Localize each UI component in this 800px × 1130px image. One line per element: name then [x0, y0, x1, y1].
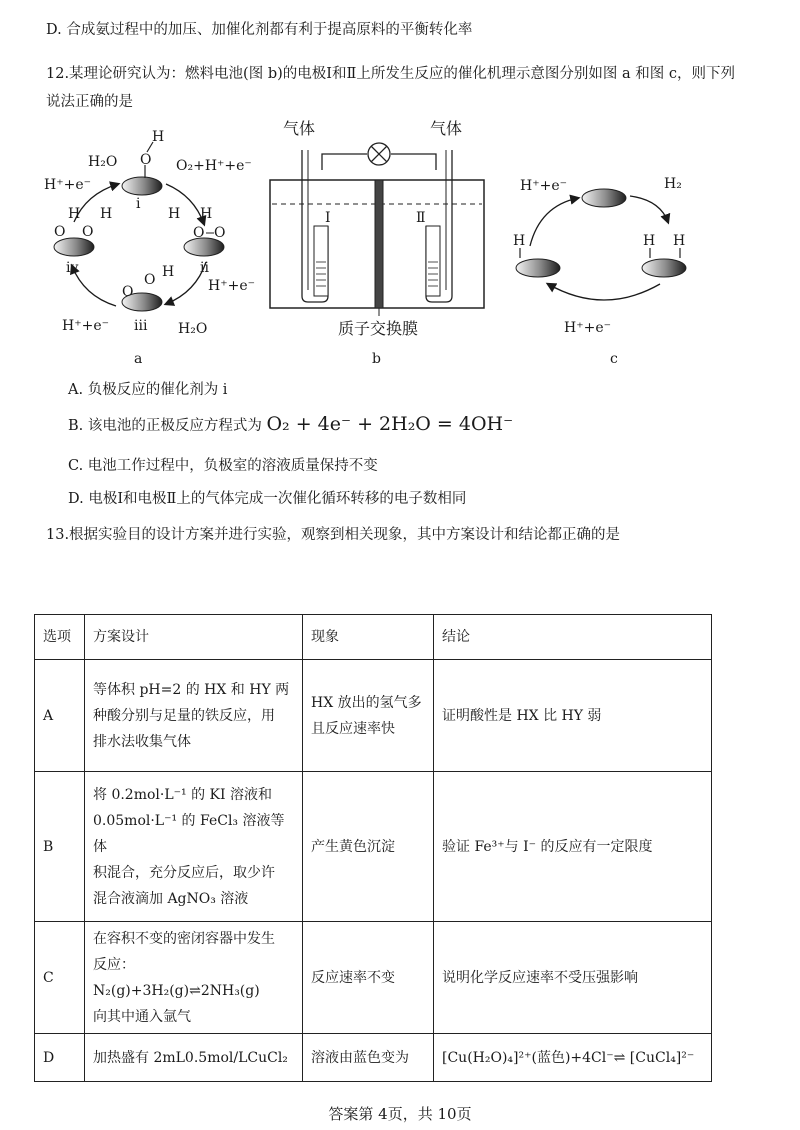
question-12-stem-line1: 12.某理论研究认为：燃料电池(图 b)的电极Ⅰ和Ⅱ上所发生反应的催化机理示意图分别如图 a 和图 c，则下列 [46, 66, 735, 82]
design-line: 在容积不变的密闭容器中发生 [93, 930, 275, 947]
question-12-option-c: C. 电池工作过程中，负极室的溶液质量保持不变 [68, 458, 378, 474]
atom-h: H [168, 206, 181, 222]
catalyst-iv-disk [54, 238, 94, 256]
atom-h: H [200, 206, 213, 222]
atom-o: O [140, 152, 152, 168]
h-e-left: H⁺+e⁻ [44, 177, 92, 193]
question-12-option-d: D. 电极Ⅰ和电极Ⅱ上的气体完成一次催化循环转移的电子数相同 [68, 491, 467, 507]
row-b-option: B [35, 772, 85, 922]
catalyst-top-disk [582, 189, 626, 207]
figure-c-caption: c [610, 351, 618, 367]
phenomenon-line: 反应速率不变 [311, 969, 395, 986]
header-design: 方案设计 [85, 615, 303, 660]
electrode-2-label: Ⅱ [416, 210, 426, 226]
phenomenon-line: HX 放出的氢气多 [311, 694, 422, 711]
label-iv: iv [66, 260, 79, 276]
label-iii: iii [134, 318, 148, 334]
atom-o: O [54, 224, 66, 240]
row-a-phenomenon [303, 660, 434, 772]
catalyst-i-disk [122, 177, 162, 195]
design-line: 将 0.2mol·L⁻¹ 的 KI 溶液和 [93, 786, 272, 803]
catalyst-right-disk [642, 259, 686, 277]
row-a-design [85, 660, 303, 772]
question-13-stem: 13.根据实验目的设计方案并进行实验，观察到相关现象，其中方案设计和结论都正确的是 [46, 527, 621, 543]
membrane-label: 质子交换膜 [338, 319, 419, 338]
electrode-1-label: Ⅰ [325, 210, 331, 226]
design-line: 等体积 pH=2 的 HX 和 HY 两 [93, 681, 290, 698]
atom-o: O [214, 225, 226, 241]
h2o-top: H₂O [88, 154, 118, 170]
row-d-conclusion: [Cu(H₂O)₄]²⁺(蓝色)+4Cl⁻⇌ [CuCl₄]²⁻ [434, 1034, 712, 1082]
table-header-row [35, 615, 712, 660]
figure-a-caption: a [134, 351, 143, 367]
question-12-figures [0, 0, 800, 380]
row-b-phenomenon [303, 772, 434, 922]
catalyst-left-disk [516, 259, 560, 277]
figure-a [44, 129, 255, 367]
question-12-stem-line2: 说法正确的是 [46, 94, 133, 110]
h2o-bottom: H₂O [178, 321, 208, 337]
atom-h: H [68, 206, 81, 222]
atom-h: H [643, 233, 656, 249]
row-a-conclusion: 证明酸性是 HX 比 HY 弱 [434, 660, 712, 772]
header-option: 选项 [35, 615, 85, 660]
o2-h-e: O₂+H⁺+e⁻ [176, 158, 252, 174]
page-footer: 答案第 4页，共 10页 [328, 1105, 472, 1123]
h2-label: H₂ [664, 176, 682, 192]
row-a-option: A [35, 660, 85, 772]
row-b-design [85, 772, 303, 922]
atom-o: O [82, 224, 94, 240]
gas-left-label: 气体 [283, 119, 316, 138]
row-c-conclusion: 说明化学反应速率不受压强影响 [434, 922, 712, 1034]
h-e-right: H⁺+e⁻ [208, 278, 256, 294]
atom-h: H [162, 264, 175, 280]
figure-c [513, 176, 686, 367]
row-d-design [85, 1034, 303, 1082]
h-e-bottom: H⁺+e⁻ [564, 320, 612, 336]
question-11-option-d: D. 合成氨过程中的加压、加催化剂都有利于提高原料的平衡转化率 [46, 22, 473, 38]
row-c-phenomenon [303, 922, 434, 1034]
design-line: 种酸分别与足量的铁反应，用 [93, 707, 275, 724]
design-line: 排水法收集气体 [93, 733, 191, 750]
design-line: 加热盛有 2mL0.5mol/LCuCl₂ [93, 1049, 288, 1066]
option-b-text: B. 该电池的正极反应方程式为 [68, 418, 262, 434]
design-line: 0.05mol·L⁻¹ 的 FeCl₃ 溶液等体 [93, 812, 285, 855]
table-row [35, 660, 712, 772]
atom-o: O [144, 272, 156, 288]
atom-o: O [193, 225, 205, 241]
design-line: 向其中通入氩气 [93, 1008, 191, 1025]
question-13-table [34, 614, 712, 1082]
question-12-option-b [68, 413, 513, 435]
atom-h: H [513, 233, 526, 249]
atom-o: O [122, 284, 134, 300]
label-ii: ii [200, 260, 209, 276]
h-e-bottom: H⁺+e⁻ [62, 318, 110, 334]
figure-b [270, 119, 484, 367]
row-b-conclusion: 验证 Fe³⁺与 I⁻ 的反应有一定限度 [434, 772, 712, 922]
atom-h: H [152, 129, 165, 145]
phenomenon-line: 溶液由蓝色变为 [311, 1049, 409, 1066]
row-d-phenomenon [303, 1034, 434, 1082]
label-i: i [136, 196, 141, 212]
question-12-option-a: A. 负极反应的催化剂为 i [68, 382, 228, 398]
phenomenon-line: 产生黄色沉淀 [311, 838, 395, 855]
phenomenon-line: 且反应速率快 [311, 720, 395, 737]
design-line: 积混合，充分反应后，取少许 [93, 864, 275, 881]
row-c-design [85, 922, 303, 1034]
design-line: 反应：N₂(g)+3H₂(g)⇌2NH₃(g) [93, 956, 260, 999]
header-conclusion: 结论 [434, 615, 712, 660]
table-row [35, 772, 712, 922]
proton-exchange-membrane [375, 180, 383, 308]
option-b-equation: O₂ + 4e⁻ + 2H₂O = 4OH⁻ [266, 413, 514, 435]
table-row [35, 1034, 712, 1082]
table-row [35, 922, 712, 1034]
header-phenomenon: 现象 [303, 615, 434, 660]
design-line: 混合液滴加 AgNO₃ 溶液 [93, 890, 249, 907]
row-d-option: D [35, 1034, 85, 1082]
atom-h: H [673, 233, 686, 249]
gas-right-label: 气体 [430, 119, 463, 138]
h-e-top: H⁺+e⁻ [520, 178, 568, 194]
figure-b-caption: b [372, 351, 381, 367]
atom-h: H [100, 206, 113, 222]
row-c-option: C [35, 922, 85, 1034]
